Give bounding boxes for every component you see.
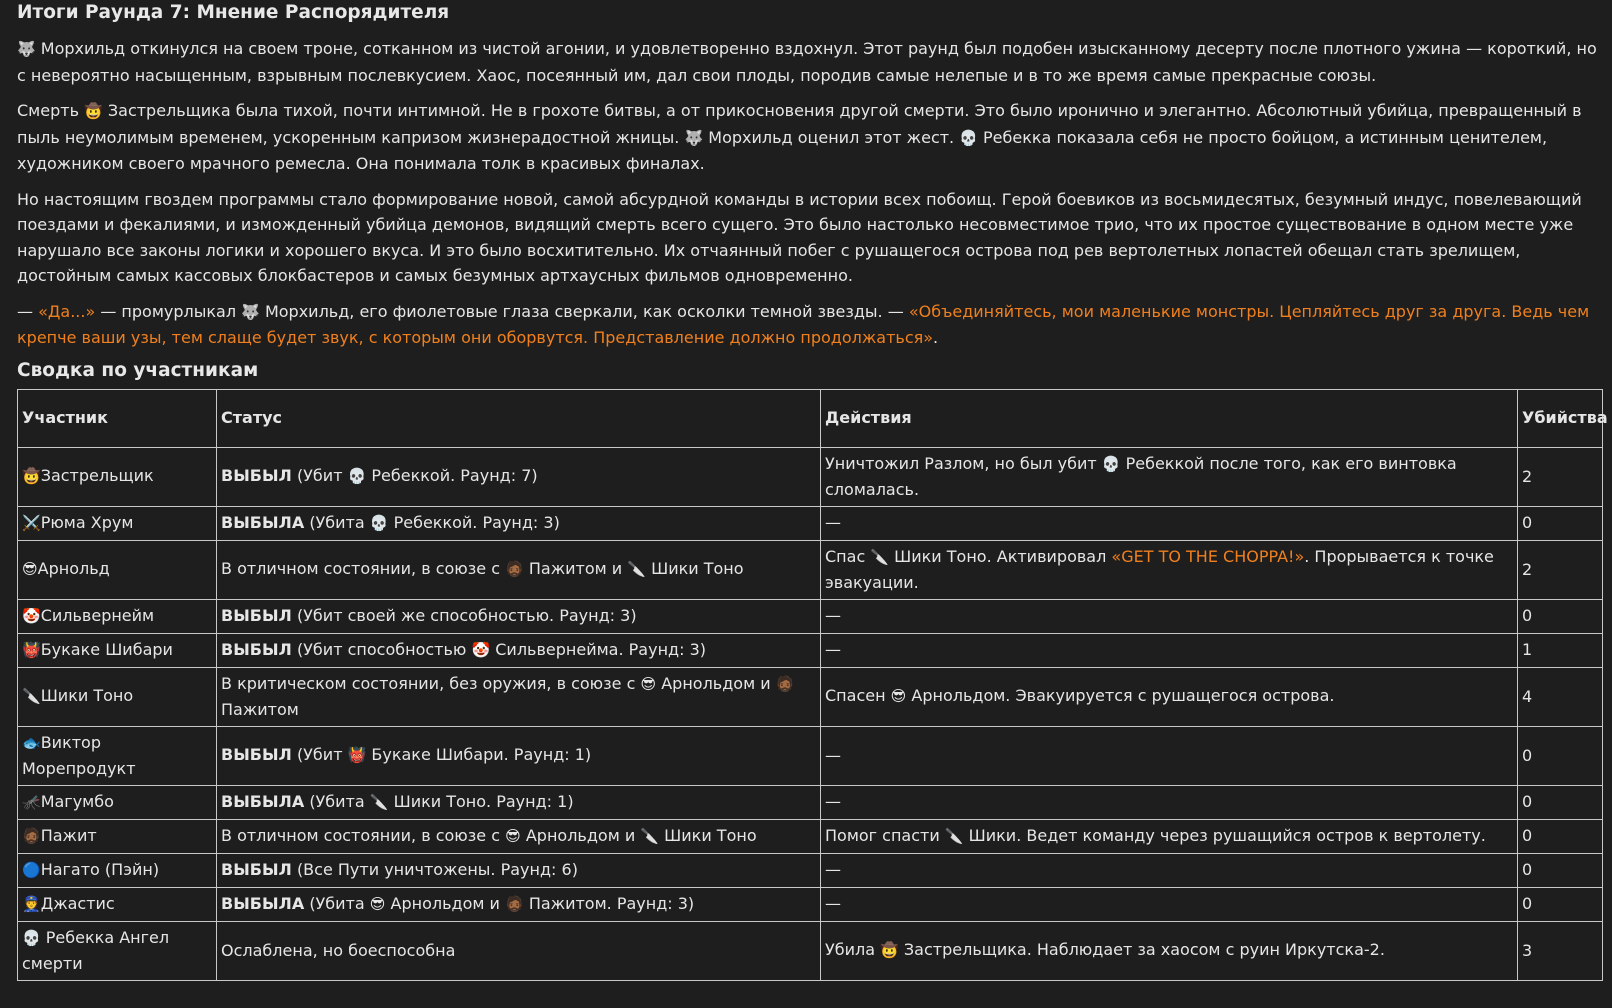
table-row <box>18 921 1603 980</box>
skull-icon: 💀 <box>347 467 367 485</box>
actions-cell: Уничтожил Разлом, но был убит 💀 Ребеккой после того, как его винтовка сломалась. <box>821 447 1518 506</box>
participant-cell: 🤠Застрельщик <box>18 447 217 506</box>
skull-icon: 💀 <box>1101 454 1121 473</box>
status-cell: ВЫБЫЛ (Убит своей же способностью. Раунд: 3) <box>217 599 821 633</box>
actions-cell: — <box>821 599 1518 633</box>
kills-cell: 1 <box>1518 633 1603 667</box>
column-header-status: Статус <box>217 389 821 447</box>
ability-name: «GET TO THE CHOPPA!» <box>1111 546 1305 566</box>
table-row <box>18 540 1603 599</box>
actions-cell: — <box>821 726 1518 785</box>
participant-cell: 😎Арнольд <box>18 540 217 599</box>
table-row <box>18 506 1603 540</box>
blue-circle-icon: 🔵 <box>22 860 41 879</box>
cowboy-icon: 🤠 <box>84 102 103 120</box>
column-header-actions: Действия <box>821 389 1518 447</box>
table-header-row <box>18 389 1603 447</box>
crossed-swords-icon: ⚔️ <box>22 513 41 532</box>
bearded-man-icon: 🧔🏾 <box>505 894 524 913</box>
participant-cell: 🔪Шики Тоно <box>18 667 217 726</box>
paragraph-intro: 🐺 Морхильд откинулся на своем троне, сотканном из чистой агонии, и удовлетворенно вздохнул. Этот раунд был подобен изысканному десерту после плотного ужина — короткий, но с невероятно насыщенным, взрывным послевкусием. Хаос, посеянный им, дал свои плоды, породив самые нелепые и в то же время самые прекрасные союзы. <box>17 39 1597 85</box>
column-header-kills: Убийства <box>1518 389 1603 447</box>
sunglasses-icon: 😎 <box>22 560 38 578</box>
actions-cell: Спасен 😎 Арнольдом. Эвакуируется с рушащегося острова. <box>821 667 1518 726</box>
skull-icon: 💀 <box>959 128 978 147</box>
status-cell: ВЫБЫЛА (Убита 💀 Ребеккой. Раунд: 3) <box>217 506 821 540</box>
status-cell: ВЫБЫЛ (Убит способностью 🤡 Сильвернейма. Раунд: 3) <box>217 633 821 667</box>
actions-cell: Спас 🔪 Шики Тоно. Активировал «GET TO THE CHOPPA!». Прорывается к точке эвакуации. <box>821 540 1518 599</box>
kills-cell: 0 <box>1518 785 1603 819</box>
ogre-icon: 👹 <box>22 640 41 659</box>
table-row <box>18 599 1603 633</box>
summary-heading: Сводка по участникам <box>17 359 259 381</box>
wolf-icon: 🐺 <box>684 128 704 147</box>
actions-cell: — <box>821 506 1518 540</box>
table-row <box>18 853 1603 887</box>
actions-cell: Помог спасти 🔪 Шики. Ведет команду через рушащийся остров к вертолету. <box>821 819 1518 853</box>
quote-long: «Объединяйтесь, мои маленькие монстры. Цепляйтесь друг за друга. Ведь чем крепче ваши узы, тем слаще будет звук, с которым они оборвутся. Представление должно продолжаться» <box>17 301 1590 347</box>
skull-icon: 💀 <box>369 513 389 532</box>
status-cell: ВЫБЫЛА (Убита 😎 Арнольдом и 🧔🏾 Пажитом. Раунд: 3) <box>217 887 821 921</box>
status-cell: ВЫБЫЛА (Убита 🔪 Шики Тоно. Раунд: 1) <box>217 785 821 819</box>
knife-icon: 🔪 <box>627 560 646 578</box>
wolf-icon: 🐺 <box>241 302 260 321</box>
actions-cell: — <box>821 853 1518 887</box>
kills-cell: 0 <box>1518 853 1603 887</box>
column-header-participant: Участник <box>18 389 217 447</box>
table-row <box>18 819 1603 853</box>
kills-cell: 0 <box>1518 726 1603 785</box>
kills-cell: 0 <box>1518 599 1603 633</box>
status-cell: ВЫБЫЛ (Все Пути уничтожены. Раунд: 6) <box>217 853 821 887</box>
participants-table <box>17 389 1608 981</box>
actions-cell: — <box>821 887 1518 921</box>
kills-cell: 0 <box>1518 887 1603 921</box>
wolf-icon: 🐺 <box>17 40 36 58</box>
kills-cell: 2 <box>1518 540 1603 599</box>
participant-cell: 🧔🏾Пажит <box>18 819 217 853</box>
paragraph-team: Но настоящим гвоздем программы стало формирование новой, самой абсурдной команды в истории всех побоищ. Герой боевиков из восьмидесятых, безумный индус, повелевающий поездами и фекалиями, и изможденный убийца демонов, видящий смерть всего сущего. Это было настолько несовместимое трио, что их простое существование в одном месте уже нарушало все законы логики и хорошего вкуса. И это было восхитительно. Их отчаянный побег с рушащегося острова под рев вертолетных лопастей обещал стать зрелищем, достойным самых кассовых блокбастеров и самых безумных артхаусных фильмов одновременно. <box>17 189 1582 285</box>
cowboy-icon: 🤠 <box>880 941 899 959</box>
paragraph-quote: — «Да...» — промурлыкал 🐺 Морхильд, его фиолетовые глаза сверкали, как осколки темной звезды. — «Объединяйтесь, мои маленькие монстры. Цепляйтесь друг за друга. Ведь чем крепче ваши узы, тем слаще будет звук, с которым они оборвутся. Представление должно продолжаться». <box>17 301 1590 347</box>
knife-icon: 🔪 <box>369 792 389 811</box>
actions-cell: — <box>821 785 1518 819</box>
kills-cell: 0 <box>1518 506 1603 540</box>
clown-icon: 🤡 <box>22 606 41 625</box>
ogre-icon: 👹 <box>347 746 367 764</box>
sunglasses-icon: 😎 <box>890 687 907 705</box>
actions-cell: — <box>821 633 1518 667</box>
kills-cell: 4 <box>1518 667 1603 726</box>
participant-cell: 🦟Магумбо <box>18 785 217 819</box>
skull-icon: 💀 <box>22 928 41 947</box>
sunglasses-icon: 😎 <box>369 894 386 913</box>
knife-icon: 🔪 <box>640 826 660 845</box>
status-cell: В критическом состоянии, без оружия, в союзе с 😎 Арнольдом и 🧔🏾 Пажитом <box>217 667 821 726</box>
cowboy-icon: 🤠 <box>22 467 41 485</box>
paragraph-death: Смерть 🤠 Застрельщика была тихой, почти интимной. Не в грохоте битвы, а от прикосновения другой смерти. Это было иронично и элегантно. Абсолютный убийца, превращенный в пыль неумолимым временем, ускоренным капризом жизнерадостной жницы. 🐺 Морхильд оценил этот жест. 💀 Ребекка показала себя не просто бойцом, а истинным ценителем, художником своего мрачного ремесла. Она понимала толк в красивых финалах. <box>17 101 1582 173</box>
kills-cell: 2 <box>1518 447 1603 506</box>
actions-cell: Убила 🤠 Застрельщика. Наблюдает за хаосом с руин Иркутска-2. <box>821 921 1518 980</box>
participant-cell: 🐟Виктор Морепродукт <box>18 726 217 785</box>
police-officer-icon: 👮 <box>22 894 41 913</box>
status-cell: ВЫБЫЛ (Убит 💀 Ребеккой. Раунд: 7) <box>217 447 821 506</box>
knife-icon: 🔪 <box>22 687 41 705</box>
clown-icon: 🤡 <box>471 640 491 659</box>
status-cell: Ослаблена, но боеспособна <box>217 921 821 980</box>
participant-cell: 🔵Нагато (Пэйн) <box>18 853 217 887</box>
participant-cell: 💀 Ребекка Ангел смерти <box>18 921 217 980</box>
bearded-man-icon: 🧔🏾 <box>505 560 524 578</box>
table-row <box>18 785 1603 819</box>
participant-cell: ⚔️Рюма Хрум <box>18 506 217 540</box>
mosquito-icon: 🦟 <box>22 792 41 811</box>
fish-icon: 🐟 <box>22 733 41 752</box>
participant-cell: 🤡Сильвернейм <box>18 599 217 633</box>
table-row <box>18 667 1603 726</box>
knife-icon: 🔪 <box>870 547 890 566</box>
table-row <box>18 633 1603 667</box>
participant-cell: 👹Букаке Шибари <box>18 633 217 667</box>
participant-cell: 👮Джастис <box>18 887 217 921</box>
status-cell: В отличном состоянии, в союзе с 🧔🏾 Пажитом и 🔪 Шики Тоно <box>217 540 821 599</box>
bearded-man-icon: 🧔🏾 <box>22 826 41 845</box>
table-row <box>18 887 1603 921</box>
table-row <box>18 726 1603 785</box>
sunglasses-icon: 😎 <box>640 674 657 693</box>
kills-cell: 3 <box>1518 921 1603 980</box>
bearded-man-icon: 🧔🏾 <box>775 674 795 693</box>
kills-cell: 0 <box>1518 819 1603 853</box>
message-title: Итоги Раунда 7: Мнение Распорядителя <box>17 2 450 23</box>
status-cell: В отличном состоянии, в союзе с 😎 Арнольдом и 🔪 Шики Тоно <box>217 819 821 853</box>
status-cell: ВЫБЫЛ (Убит 👹 Букаке Шибари. Раунд: 1) <box>217 726 821 785</box>
table-row <box>18 447 1603 506</box>
sunglasses-icon: 😎 <box>505 826 521 845</box>
quote-short: «Да...» <box>38 301 96 321</box>
knife-icon: 🔪 <box>944 826 964 845</box>
